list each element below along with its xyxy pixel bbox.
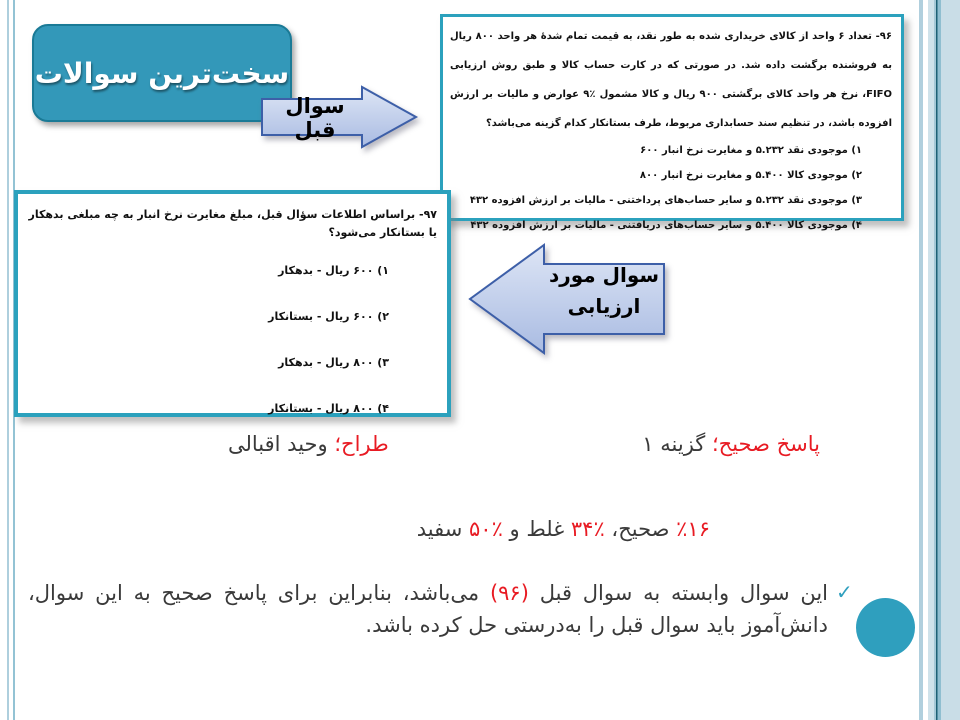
right-accent-panel <box>928 0 960 720</box>
stat-correct-pct: ٪۱۶ <box>676 517 710 541</box>
circle-decoration <box>856 598 915 657</box>
correct-answer-line <box>642 432 820 456</box>
note-text-pre: این سوال وابسته به سوال قبل <box>528 581 829 605</box>
question-96-option-4: ۴) موجودی کالا ۵.۴۰۰ و سایر حساب‌های دریافتنی - مالیات بر ارزش افزوده ۴۳۲ <box>470 220 862 231</box>
designer-line <box>228 432 389 456</box>
question-96-option-3: ۳) موجودی نقد ۵.۲۳۲ و سایر حساب‌های پرداختنی - مالیات بر ارزش افزوده ۴۳۲ <box>469 195 862 206</box>
question-96-box <box>440 14 904 231</box>
stat-blank-pct: ٪۵۰ <box>469 517 503 541</box>
statistics-line <box>417 517 710 541</box>
previous-question-arrow-text: سوال قبل <box>285 94 345 142</box>
correct-answer-label: پاسخ صحیح؛ <box>711 432 820 456</box>
note-paragraph <box>28 577 828 641</box>
question-97-box <box>14 190 451 417</box>
correct-answer-value: گزینه ۱ <box>642 432 712 456</box>
designer-label: طراح؛ <box>334 432 389 456</box>
question-97-option-2: ۲) ۶۰۰ ریال - بستانکار <box>268 310 389 323</box>
question-97-text: ۹۷- براساس اطلاعات سؤال قبل، مبلغ مغایرت نرخ انبار به چه مبلغی بدهکار یا بستانکار می‌شود؟ <box>28 208 437 239</box>
question-96-option-2: ۲) موجودی کالا ۵.۴۰۰ و مغایرت نرخ انبار ۸۰۰ <box>639 170 862 181</box>
question-97-option-4: ۴) ۸۰۰ ریال - بستانکار <box>268 402 389 415</box>
checkmark-icon: ✓ <box>836 580 853 604</box>
question-96-option-1: ۱) موجودی نقد ۵.۲۳۲ و مغایرت نرخ انبار ۶۰۰ <box>640 145 862 156</box>
stat-wrong-label: غلط و <box>502 517 571 541</box>
question-96-text: ۹۶- تعداد ۶ واحد از کالای خریداری شده به طور نقد، به قیمت تمام شدهٔ هر واحد ۸۰۰ ریال به فروشنده برگشت داده شد. در صورتی که در کارت حساب کالا و طبق روش ارزیابی FIFO، نرخ هر واحد کالای برگشتی ۹۰۰ ریال و کالا مشمول ٪۹ عوارض و مالیات بر ارزش افزوده باشد، در تنظیم سند حسابداری مربوط، طرف بستانکار کدام گزینه می‌باشد؟ <box>450 31 892 129</box>
note-text-post: می‌باشد، بنابراین برای پاسخ صحیح به این سوال، دانش‌آموز باید سوال قبل را به‌درستی حل کرده باشد. <box>28 581 828 637</box>
stat-blank-label: سفید <box>416 517 469 541</box>
evaluated-arrow-text-line2: ارزیابی <box>567 294 641 318</box>
stat-correct-label: صحیح، <box>604 517 677 541</box>
stat-wrong-pct: ٪۳۴ <box>570 517 605 541</box>
question-97-option-3: ۳) ۸۰۰ ریال - بدهکار <box>278 356 389 369</box>
previous-question-arrow-label <box>262 92 368 144</box>
question-97-option-1: ۱) ۶۰۰ ریال - بدهکار <box>278 264 389 277</box>
left-accent-line-outer <box>7 0 9 720</box>
title-badge <box>32 24 292 122</box>
evaluated-question-arrow-label <box>546 256 662 326</box>
designer-name: وحید اقبالی <box>228 432 335 456</box>
evaluated-arrow-text-line1: سوال مورد <box>548 263 660 287</box>
note-question-ref: (۹۶) <box>489 581 529 605</box>
page-title: سخت‌ترین سوالات <box>34 56 290 90</box>
right-accent-line <box>919 0 923 720</box>
